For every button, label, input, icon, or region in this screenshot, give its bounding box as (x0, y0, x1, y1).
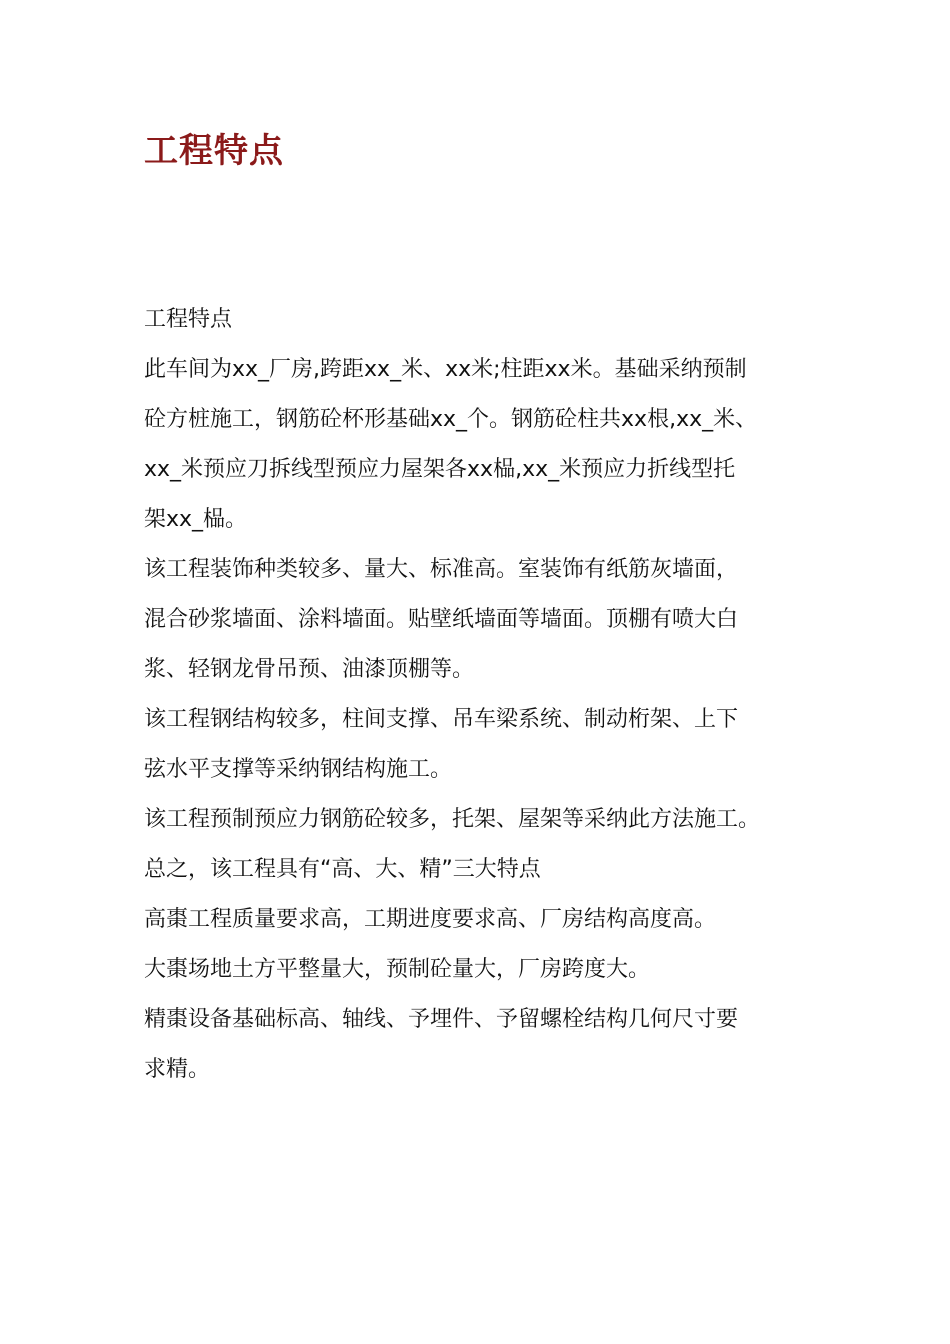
text-line: 大棗场地土方平整量大，预制砼量大，厂房跨度大。 (144, 957, 651, 982)
text-line: 高棗工程质量要求高，工期进度要求高、厂房结构高度高。 (144, 907, 717, 932)
text-line: 该工程钢结构较多，柱间支撑、吊车梁系统、制动桁架、上下 (144, 707, 739, 732)
text-line: 求精。 (144, 1057, 211, 1082)
text-line: 弦水平支撑等采纳钢结构施工。 (144, 757, 453, 782)
text-line: 总之，该工程具有“高、大、精”三大特点 (144, 857, 541, 882)
text-line: 混合砂浆墙面、涂料墙面。贴壁纸墙面等墙面。顶棚有喷大白 (144, 607, 739, 632)
text-line: 砼方桩施工，钢筋砼杯形基础xx_个。钢筋砼柱共xx根,xx_米、 (144, 407, 758, 432)
text-line: 浆、轻钢龙骨吊预、油漆顶棚等。 (144, 657, 475, 682)
page-title: 工程特点 (144, 131, 284, 171)
text-line: 该工程预制预应力钢筋砼较多，托架、屋架等采纳此方法施工。 (144, 807, 761, 832)
text-line: xx_米预应刀拆线型预应力屋架各xx榀,xx_米预应力折线型托 (144, 457, 736, 482)
text-line: 精棗设备基础标高、轴线、予埋件、予留螺栓结构几何尺寸要 (144, 1007, 739, 1032)
text-line: 该工程装饰种类较多、量大、标准高。室装饰有纸筋灰墙面， (144, 557, 739, 582)
document-body (144, 295, 809, 1095)
text-line: 架xx_榀。 (144, 507, 248, 532)
section-heading: 工程特点 (144, 307, 233, 332)
text-line: 此车间为xx_厂房,跨距xx_米、xx米;柱距xx米。基础采纳预制 (144, 357, 747, 382)
